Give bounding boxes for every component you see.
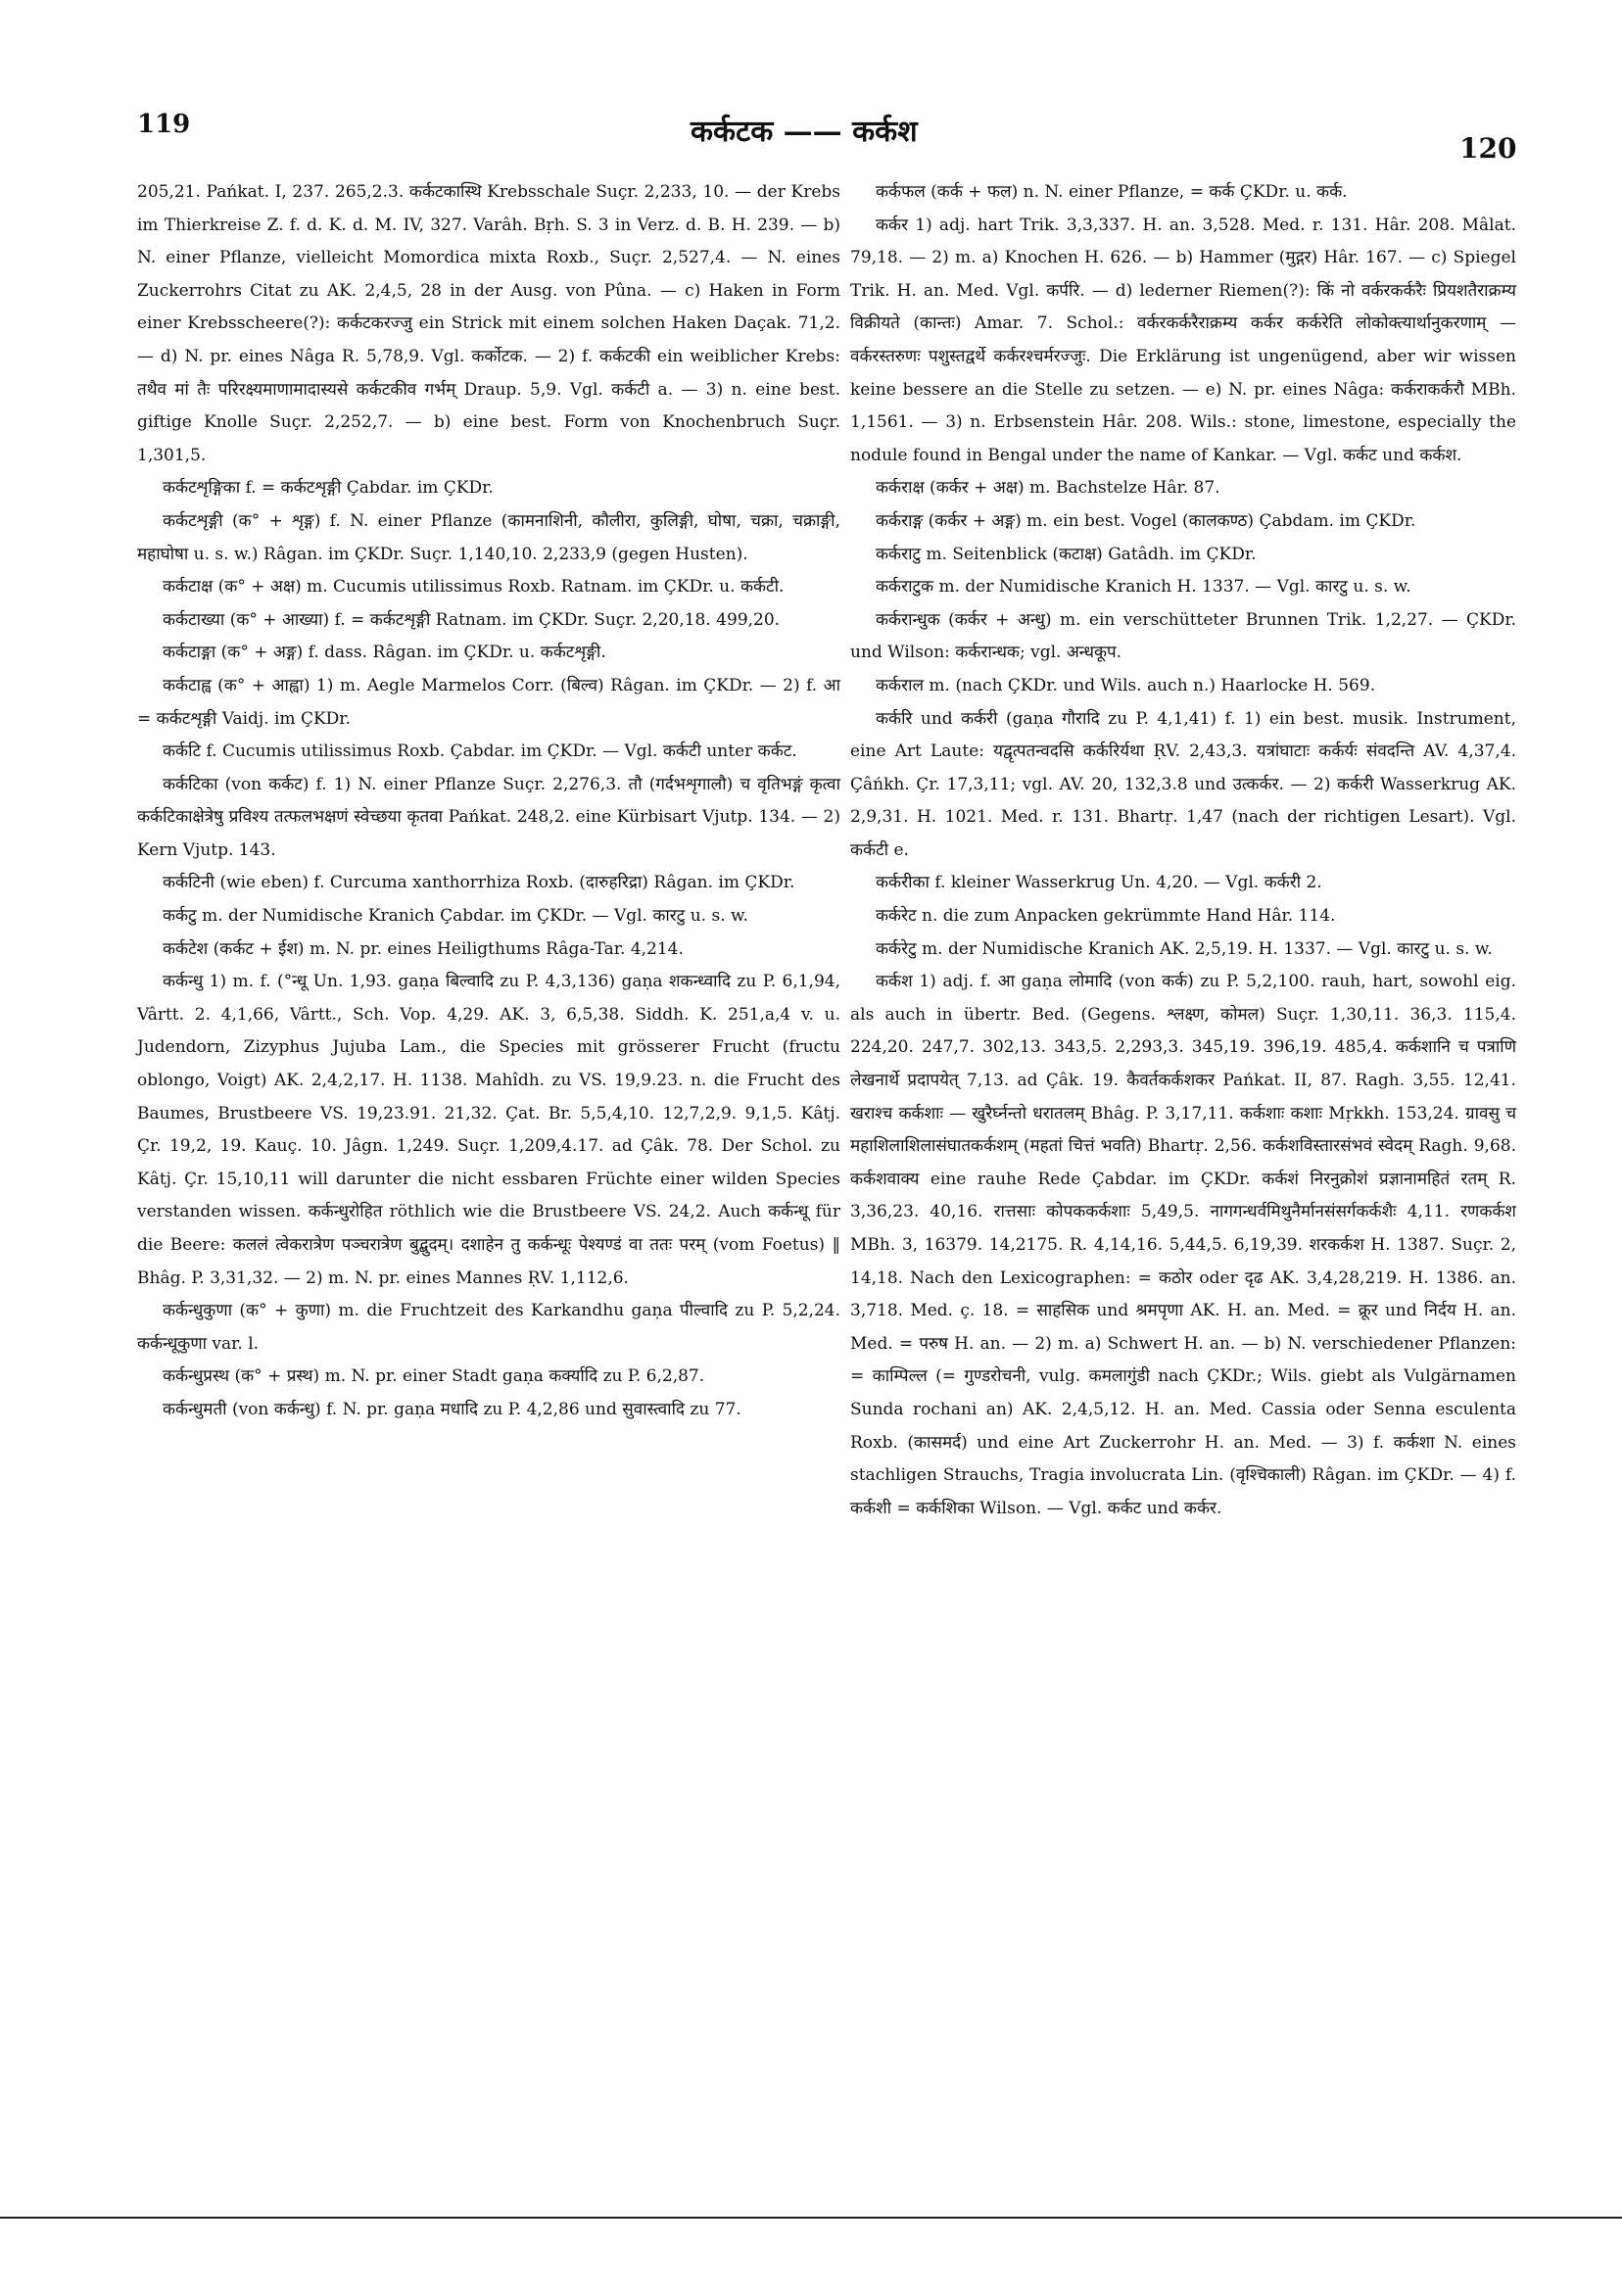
dictionary-entry: कर्कर 1) adj. hart Trik. 3,3,337. H. an. 3,528. Med. r. 131. Hâr. 208. Mâlat. 79,18. — 2) m. a) Knochen H. 626. — b) Hammer (मुद्गर) Hâr. 167. — c) Spiegel Trik. H. an. Med. Vgl. कर्परि. — d) lederner Riemen(?): किं नो वर्करकर्करैः प्रियशतैराक्रम्य विक्रीयते (कान्तः) Amar. 7. Schol.: वर्करकर्करैराक्रम्य कर्कर कर्करेति लोकोक्त्यार्थानुकरणाम् — वर्करस्तरुणः पशुस्तद्वर्थे कर्करश्चर्मरज्जुः. Die Erklärung ist ungenügend, aber wir wissen keine bessere an die Stelle zu setzen. — e) N. pr. eines Nâga: कर्कराकर्करौ MBh. 1,1561. — 3) n. Erbsenstein Hâr. 208. Wils.: stone, limestone, especially the nodule found in Bengal under the name of Kankar. — Vgl. कर्कट und कर्कश. [850, 215, 1516, 465]
dictionary-entry: कर्कटि f. Cucumis utilissimus Roxb. Çabdar. im ÇKDr. — Vgl. कर्कटी unter कर्कट. [163, 741, 797, 762]
dictionary-entry: कर्कन्धुकुणा (क° + कुणा) m. die Fruchtzeit des Karkandhu gaṇa पील्वादि zu P. 5,2,24. कर्कन्धूकुणा var. l. [137, 1301, 840, 1354]
dictionary-entry: कर्कटेश (कर्कट + ईश) m. N. pr. eines Heiligthums Râga-Tar. 4,214. [163, 938, 684, 959]
dictionary-entry: कर्करि und कर्करी (gaṇa गौरादि zu P. 4,1,41) f. 1) ein best. musik. Instrument, eine Art Laute: यद्वृत्पतन्वदसि कर्करिर्यथा ṚV. 2,43,3. यत्रांघाटाः कर्कर्यः संवदन्ति AV. 4,37,4. Çâńkh. Çr. 17,3,11; vgl. AV. 20, 132,3.8 und उत्कर्कर. — 2) कर्करी Wasserkrug AK. 2,9,31. H. 1021. Med. r. 131. Bhartṛ. 1,47 (nach der richtigen Lesart). Vgl. कर्कटी e. [850, 708, 1516, 860]
dictionary-entry: कर्कन्धु 1) m. f. (°न्धू Un. 1,93. gaṇa बिल्वादि zu P. 4,3,136) gaṇa शकन्ध्वादि zu P. 6,1,94, Vârtt. 2. 4,1,66, Vârtt., Sch. Vop. 4,29. AK. 3, 6,5,38. Siddh. K. 251,a,4 v. u. Judendorn, Zizyphus Jujuba Lam., die Species mit grösserer Frucht (fructu oblongo, Voigt) AK. 2,4,2,17. H. 1138. Mahîdh. zu VS. 19,9.23. n. die Frucht des Baumes, Brustbeere VS. 19,23.91. 21,32. Çat. Br. 5,5,4,10. 12,7,2,9. 9,1,5. Kâtj. Çr. 19,2, 19. Kauç. 10. Jâgn. 1,249. Suçr. 1,209,4.17. ad Çâk. 78. Der Schol. zu Kâtj. Çr. 15,10,11 will darunter die nicht essbaren Früchte einer wilden Species verstanden wissen. कर्कन्धुरोहित röthlich wie die Brustbeere VS. 24,2. Auch कर्कन्धू für die Beere: कललं त्वेकरात्रेण पञ्चरात्रेण बुद्बुदम्। दशाहेन तु कर्कन्धूः पेश्यण्डं वा ततः परम् (vom Foetus) ‖ Bhâg. P. 3,31,32. — 2) m. N. pr. eines Mannes ṚV. 1,112,6. [137, 972, 840, 1288]
dictionary-entry: कर्करेटु m. der Numidische Kranich AK. 2,5,19. H. 1337. — Vgl. कारटु u. s. w. [876, 938, 1493, 959]
dictionary-entry: कर्कटशृङ्गिका f. = कर्कटशृङ्गी Çabdar. im ÇKDr. [163, 478, 494, 499]
dictionary-entry: कर्कश 1) adj. f. आ gaṇa लोमादि (von कर्क) zu P. 5,2,100. rauh, hart, sowohl eig. als auch in übertr. Bed. (Gegens. श्लक्ष्ण, कोमल) Suçr. 1,30,11. 36,3. 115,4. 224,20. 247,7. 302,13. 343,5. 2,293,3. 345,19. 396,19. 485,4. कर्कशानि च पत्राणि लेखनार्थे प्रदापयेत् 7,13. ad Çâk. 19. कैवर्तकर्कशकर Pańkat. II, 87. Ragh. 3,55. 12,41. खराश्च कर्कशाः — खुरैर्घ्नन्तो धरातलम् Bhâg. P. 3,17,11. कर्कशाः कशाः Mṛkkh. 153,24. ग्रावसु च महाशिलाशिलासंघातकर्कशम् (महतां चित्तं भवति) Bhartṛ. 2,56. कर्कशविस्तारसंभवं स्वेदम् Ragh. 9,68. कर्कशवाक्य eine rauhe Rede Çabdar. im ÇKDr. कर्कशं निरनुक्रोशं प्रज्ञानामहितं रतम् R. 3,36,23. 40,16. रात्तसाः कोपककर्कशाः 5,49,5. नागगन्धर्वमिथुनैर्मानसंसर्गकर्कशैः 4,11. रणकर्कश MBh. 3, 16379. 14,2175. R. 4,14,16. 5,44,5. 6,19,39. शरकर्कश H. 1387. Suçr. 2, 14,18. Nach den Lexicographen: = कठोर oder दृढ AK. 3,4,28,219. H. 1386. an. 3,718. Med. ç. 18. = साहसिक und श्रमपृणा AK. H. an. Med. = क्रूर und निर्दय H. an. Med. = परुष H. an. — 2) m. a) Schwert H. an. — b) N. verschiedener Pflanzen: = काम्पिल्ल (= गुण्डरोचनी, vulg. कमलागुंडी nach ÇKDr.; Wils. giebt als Vulgärnamen Sunda rochani an) AK. 2,4,5,12. H. an. Med. Cassia oder Senna esculenta Roxb. (कासमर्द) und eine Art Zuckerrohr H. an. Med. — 3) f. कर्कशा N. eines stachligen Strauchs, Tragia involucrata Lin. (वृश्चिकाली) Râgan. im ÇKDr. — 4) f. कर्कशी = कर्कशिका Wilson. — Vgl. कर्कट und कर्कर. [850, 972, 1516, 1518]
dictionary-entry: कर्कटशृङ्गी (क° + शृङ्ग) f. N. einer Pflanze (कामनाशिनी, कौलीरा, कुलिङ्गी, घोषा, चक्रा, चक्राङ्गी, महाघोषा u. s. w.) Râgan. im ÇKDr. Suçr. 1,140,10. 2,233,9 (gegen Husten). [137, 510, 840, 564]
bottom-rule [0, 2217, 1622, 2219]
dictionary-entry: कर्कटिनी (wie eben) f. Curcuma xanthorrhiza Roxb. (दारुहरिद्रा) Râgan. im ÇKDr. [163, 873, 795, 893]
left-column [137, 176, 840, 1427]
dictionary-entry: कर्कराल m. (nach ÇKDr. und Wils. auch n.) Haarlocke H. 569. [876, 675, 1376, 695]
dictionary-entry: कर्करीका f. kleiner Wasserkrug Un. 4,20. — Vgl. कर्करी 2. [876, 873, 1322, 893]
page-number-left: 119 [137, 110, 191, 139]
dictionary-entry: कर्कटिका (von कर्कट) f. 1) N. einer Pflanze Suçr. 2,276,3. तौ (गर्दभशृगालौ) च वृतिभङ्गं कृत्वा कर्कटिकाक्षेत्रेषु प्रविश्य तत्फलभक्षणं स्वेच्छया कृतवा Pańkat. 248,2. eine Kürbisart Vjutp. 134. — 2) Kern Vjutp. 143. [137, 774, 840, 860]
dictionary-entry: कर्कटाह्व (क° + आह्वा) 1) m. Aegle Marmelos Corr. (बिल्व) Râgan. im ÇKDr. — 2) f. आ = कर्कटशृङ्गी Vaidj. im ÇKDr. [137, 675, 840, 729]
dictionary-entry: कर्कफल (कर्क + फल) n. N. einer Pflanze, = कर्क ÇKDr. u. कर्क. [876, 182, 1348, 202]
dictionary-entry: कर्कटाख्या (क° + आख्या) f. = कर्कटशृङ्गी Ratnam. im ÇKDr. Suçr. 2,20,18. 499,20. [163, 609, 781, 630]
dictionary-entry: कर्करान्धुक (कर्कर + अन्धु) m. ein verschütteter Brunnen Trik. 1,2,27. — ÇKDr. und Wilson: कर्करान्धक; vgl. अन्धकूप. [850, 609, 1516, 663]
dictionary-entry: कर्कराङ्ग (कर्कर + अङ्ग) m. ein best. Vogel (कालकण्ठ) Çabdam. im ÇKDr. [876, 510, 1416, 531]
running-head: कर्कटक —— कर्कश [691, 115, 918, 149]
dictionary-entry: 205,21. Pańkat. I, 237. 265,2.3. कर्कटकास्थि Krebsschale Suçr. 2,233, 10. — der Krebs im Thierkreise Z. f. d. K. d. M. IV, 327. Varâh. Bṛh. S. 3 in Verz. d. B. H. 239. — b) N. einer Pflanze, vielleicht Momordica mixta Roxb., Suçr. 2,527,4. — N. eines Zuckerrohrs Citat zu AK. 2,4,5, 28 in der Ausg. von Pûna. — c) Haken in Form einer Krebsscheere(?): कर्कटकरज्जु ein Strick mit einem solchen Haken Daçak. 71,2. — d) N. pr. eines Nâga R. 5,78,9. Vgl. कर्कोटक. — 2) f. कर्कटकी ein weiblicher Krebs: तथैव मां तैः परिरक्ष्यमाणामादास्यसे कर्कटकीव गर्भम् Draup. 5,9. Vgl. कर्कटी a. — 3) n. eine best. giftige Knolle Suçr. 2,252,7. — b) eine best. Form von Knochenbruch Suçr. 1,301,5. [137, 182, 840, 465]
right-column [850, 176, 1516, 1525]
dictionary-entry: कर्कटु m. der Numidische Kranich Çabdar. im ÇKDr. — Vgl. कारटु u. s. w. [163, 906, 748, 927]
dictionary-entry: कर्कन्धुमती (von कर्कन्धु) f. N. pr. gaṇa मधादि zu P. 4,2,86 und सुवास्त्वादि zu 77. [163, 1399, 741, 1419]
dictionary-entry: कर्कटाक्ष (क° + अक्ष) m. Cucumis utilissimus Roxb. Ratnam. im ÇKDr. u. कर्कटी. [163, 577, 785, 598]
page-header [0, 0, 1622, 171]
dictionary-entry: कर्करेट n. die zum Anpacken gekrümmte Hand Hâr. 114. [876, 906, 1336, 927]
dictionary-entry: कर्कन्धुप्रस्थ (क° + प्रस्थ) m. N. pr. einer Stadt gaṇa कर्क्यादि zu P. 6,2,87. [163, 1366, 705, 1387]
dictionary-entry: कर्कराक्ष (कर्कर + अक्ष) m. Bachstelze Hâr. 87. [876, 478, 1220, 499]
dictionary-entry: कर्कराटुक m. der Numidische Kranich H. 1337. — Vgl. कारटु u. s. w. [876, 577, 1411, 598]
page-number-right: 120 [1459, 132, 1517, 165]
dictionary-entry: कर्कराटु m. Seitenblick (कटाक्ष) Gatâdh. im ÇKDr. [876, 544, 1257, 564]
dictionary-entry: कर्कटाङ्गा (क° + अङ्ग) f. dass. Râgan. im ÇKDr. u. कर्कटशृङ्गी. [163, 643, 606, 663]
